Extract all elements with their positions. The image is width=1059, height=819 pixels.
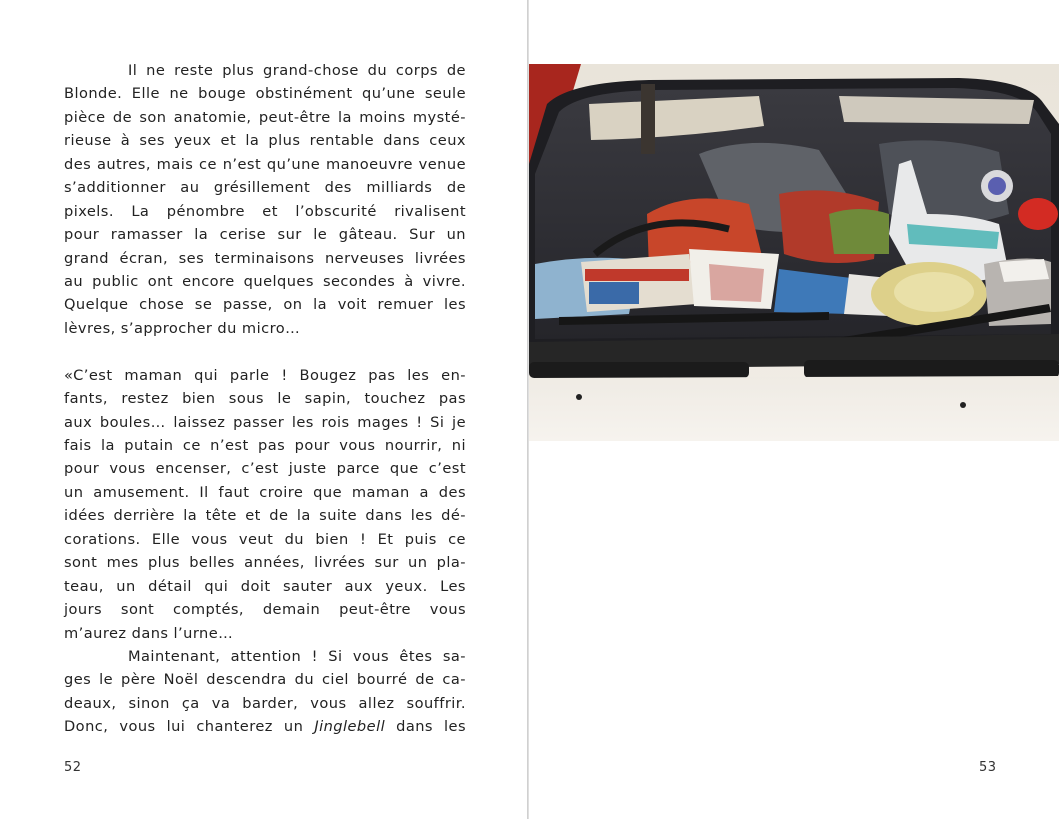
text-line: pour vous encenser, c’est juste parce que c’est xyxy=(64,460,466,478)
text-line: Quelque chose se passe, on la voit remuer les xyxy=(64,296,466,314)
clutter-blue-box xyxy=(589,282,639,304)
text-run: Donc, vous lui chanterez un xyxy=(64,718,315,736)
clutter-sticker xyxy=(988,177,1006,195)
text-line: s’additionner au grésillement des milliards de xyxy=(64,179,466,197)
text-line: un amusement. Il faut croire que maman a des xyxy=(64,483,466,501)
right-page xyxy=(529,0,1059,819)
text-line-final xyxy=(64,715,466,738)
text-line: au public ont encore quelques secondes à vivre. xyxy=(64,272,466,290)
text-line: grand écran, ses terminaisons nerveuses livrées xyxy=(64,249,466,267)
page-number-left: 52 xyxy=(64,760,82,775)
vent-left xyxy=(529,362,749,378)
text-line: fais la putain ce n’est pas pour vous nourrir, ni xyxy=(64,437,466,454)
vent-right xyxy=(804,360,1059,378)
hood xyxy=(529,376,1059,441)
left-page xyxy=(0,0,527,819)
text-line: lèvres, s’approcher du micro… xyxy=(64,319,301,337)
sun-visor-right xyxy=(839,96,1034,124)
text-line: Blonde. Elle ne bouge obstinément qu’une seule xyxy=(64,85,466,103)
text-line: sont mes plus belles années, livrées sur un pla- xyxy=(64,554,466,572)
body-text xyxy=(64,59,466,739)
clutter-red-box xyxy=(585,269,689,281)
clutter-red-ball xyxy=(1018,198,1058,230)
text-line: pixels. La pénombre et l’obscurité rivalisent xyxy=(64,202,466,220)
text-line: rieuse à ses yeux et la plus rentable dans ceux xyxy=(64,132,466,150)
text-line: m’aurez dans l’urne… xyxy=(64,624,234,642)
page-number-right: 53 xyxy=(979,760,997,775)
text-line: Il ne reste plus grand-chose du corps de xyxy=(128,62,466,79)
text-line: corations. Elle vous veut du bien ! Et puis ce xyxy=(64,530,466,548)
text-line: ges le père Noël descendra du ciel bourré de ca- xyxy=(64,671,466,689)
text-line: deaux, sinon ça va barder, vous allez souffrir. xyxy=(64,694,466,712)
text-line: «C’est maman qui parle ! Bougez pas les en- xyxy=(64,366,466,384)
text-line: jours sont comptés, demain peut-être vous xyxy=(64,601,466,619)
text-line: des autres, mais ce n’est qu’une manoeuvre venue xyxy=(64,155,466,173)
text-line: aux boules… laissez passer les rois mages ! Si je xyxy=(64,413,466,431)
text-line: idées derrière la tête et de la suite dans les dé- xyxy=(64,507,466,525)
washer-nozzle xyxy=(576,394,582,400)
paragraph-gap xyxy=(64,340,466,363)
clutter-pink-paper xyxy=(709,264,764,302)
text-line: fants, restez bien sous le sapin, touchez pas xyxy=(64,390,466,408)
clutter-paper xyxy=(999,259,1049,282)
clutter-yellow-bag-highlight xyxy=(894,272,974,312)
car-windshield-photo xyxy=(529,64,1059,441)
text-run: dans les xyxy=(385,718,466,736)
text-line: pour ramasser la cerise sur le gâteau. Sur un xyxy=(64,226,466,244)
mirror-mount xyxy=(641,84,655,154)
text-line: teau, un détail qui doit sauter aux yeux. Les xyxy=(64,577,466,595)
text-line: pièce de son anatomie, peut-être la moins mysté- xyxy=(64,108,466,126)
text-line: Maintenant, attention ! Si vous êtes sa- xyxy=(128,647,466,665)
clutter-green-item xyxy=(829,209,889,254)
washer-nozzle xyxy=(960,402,966,408)
song-title-italic: Jinglebell xyxy=(314,718,386,736)
